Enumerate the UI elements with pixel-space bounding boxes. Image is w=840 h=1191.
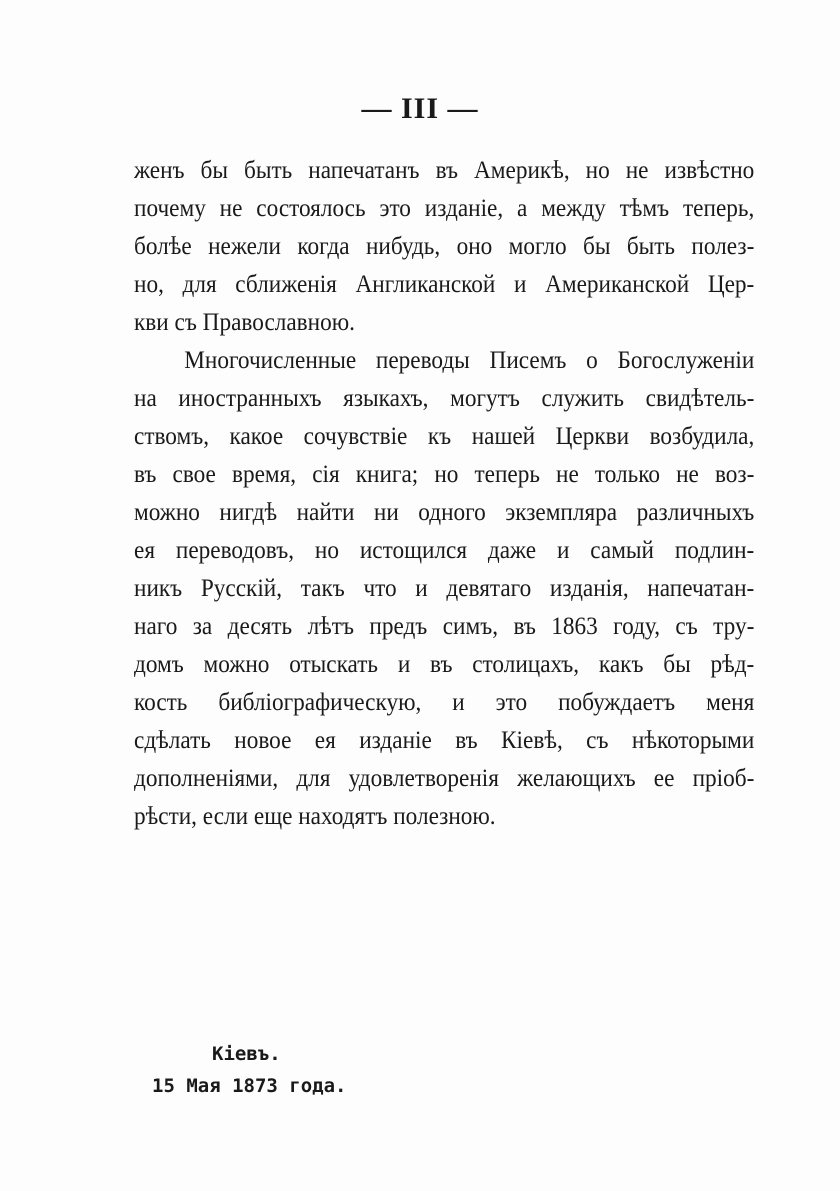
body-text — [134, 152, 754, 836]
signature-date: 15 Мая 1873 года. — [152, 1075, 347, 1097]
text-line: женъ бы быть напечатанъ въ Америкѣ, но не извѣстно — [134, 157, 755, 184]
signature-place: Кіевъ. — [212, 1043, 281, 1065]
text-line: рѣсти, если еще находятъ полезною. — [134, 803, 496, 830]
page-number: — III — — [361, 92, 479, 125]
text-line: можно нигдѣ найти ни одного экземпляра различныхъ — [134, 499, 755, 526]
text-line: ея переводовъ, но истощился даже и самый подлин- — [134, 537, 755, 564]
text-line: Многочисленные переводы Писемъ о Богослуженіи — [184, 347, 755, 374]
text-line: кость библіографическую, и это побуждаетъ меня — [134, 689, 755, 716]
text-line: дополненіями, для удовлетворенія желающихъ ее пріоб- — [134, 765, 755, 792]
text-line: сдѣлать новое ея изданіе въ Кіевѣ, съ нѣкоторыми — [134, 727, 755, 754]
paragraph-2 — [134, 342, 754, 836]
text-line: наго за десять лѣтъ предъ симъ, въ 1863 году, съ тру- — [134, 613, 755, 640]
text-line: никъ Русскій, такъ что и девятаго изданія, напечатан- — [134, 575, 755, 602]
text-line: кви съ Православною. — [134, 309, 355, 336]
paragraph-1 — [134, 152, 754, 342]
text-line: на иностранныхъ языкахъ, могутъ служить свидѣтель- — [134, 385, 755, 412]
signature-block — [152, 1038, 346, 1102]
text-line: въ свое время, сія книга; но теперь не только не воз- — [134, 461, 755, 488]
text-line: почему не состоялось это изданіе, а между тѣмъ теперь, — [134, 195, 755, 222]
text-line: ствомъ, какое сочувствіе къ нашей Церкви возбудила, — [134, 423, 755, 450]
text-line: домъ можно отыскать и въ столицахъ, какъ бы рѣд- — [134, 651, 755, 678]
text-line: болѣе нежели когда нибудь, оно могло бы быть полез- — [134, 233, 755, 260]
text-line: но, для сближенія Англиканской и Американской Цер- — [134, 271, 755, 298]
